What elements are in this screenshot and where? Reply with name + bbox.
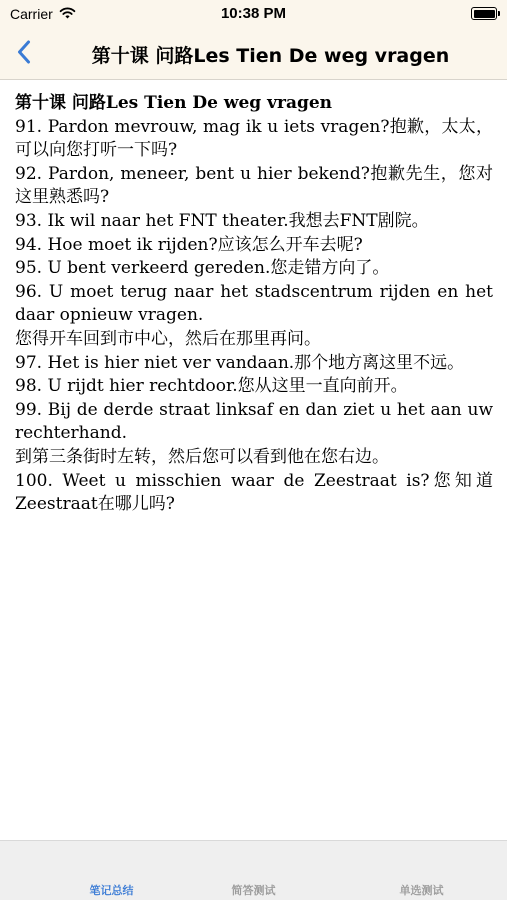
tab-label: 单选测试 bbox=[399, 884, 444, 897]
tab-short-answer-test[interactable] bbox=[169, 841, 338, 900]
battery-icon bbox=[471, 7, 497, 20]
status-bar bbox=[0, 0, 507, 28]
tab-bar bbox=[0, 840, 507, 900]
page-title: 第十课 问路Les Tien De weg vragen bbox=[91, 45, 450, 67]
lesson-line: 91. Pardon mevrouw, mag ik u iets vragen?抱歉，太太，可以向您打听一下吗? bbox=[15, 116, 493, 161]
lesson-line: 99. Bij de derde straat linksaf en dan ziet u het aan uw rechterhand. bbox=[15, 399, 493, 444]
lesson-line: 92. Pardon, meneer, bent u hier bekend?抱歉先生，您对这里熟悉吗? bbox=[15, 163, 493, 208]
lesson-heading: 第十课 问路Les Tien De weg vragen bbox=[15, 93, 333, 113]
lesson-line: 94. Hoe moet ik rijden?应该怎么开车去呢? bbox=[15, 234, 363, 255]
back-button[interactable] bbox=[8, 38, 40, 70]
lesson-line: 98. U rijdt hier rechtdoor.您从这里一直向前开。 bbox=[15, 376, 408, 397]
carrier-label: Carrier bbox=[10, 6, 53, 22]
lesson-content bbox=[15, 92, 493, 838]
lesson-line: 97. Het is hier niet ver vandaan.那个地方离这里不远。 bbox=[15, 352, 465, 373]
tab-label: 笔记总结 bbox=[89, 884, 134, 897]
tab-label: 简答测试 bbox=[231, 884, 276, 897]
tab-single-choice-test[interactable] bbox=[337, 841, 506, 900]
navigation-bar bbox=[0, 28, 507, 80]
lesson-line: 95. U bent verkeerd gereden.您走错方向了。 bbox=[15, 258, 390, 279]
lesson-line: 100. Weet u misschien waar de Zeestraat is?您知道Zeestraat在哪儿吗? bbox=[15, 470, 493, 515]
chevron-left-icon bbox=[17, 40, 31, 68]
lesson-line: 到第三条街时左转，然后您可以看到他在您右边。 bbox=[15, 446, 389, 467]
status-time: 10:38 PM bbox=[220, 5, 287, 22]
lesson-line: 您得开车回到市中心，然后在那里再问。 bbox=[15, 328, 321, 349]
lesson-line: 96. U moet terug naar het stadscentrum rijden en het daar opnieuw vragen. bbox=[15, 281, 493, 326]
lesson-line: 93. Ik wil naar het FNT theater.我想去FNT剧院。 bbox=[15, 210, 429, 231]
